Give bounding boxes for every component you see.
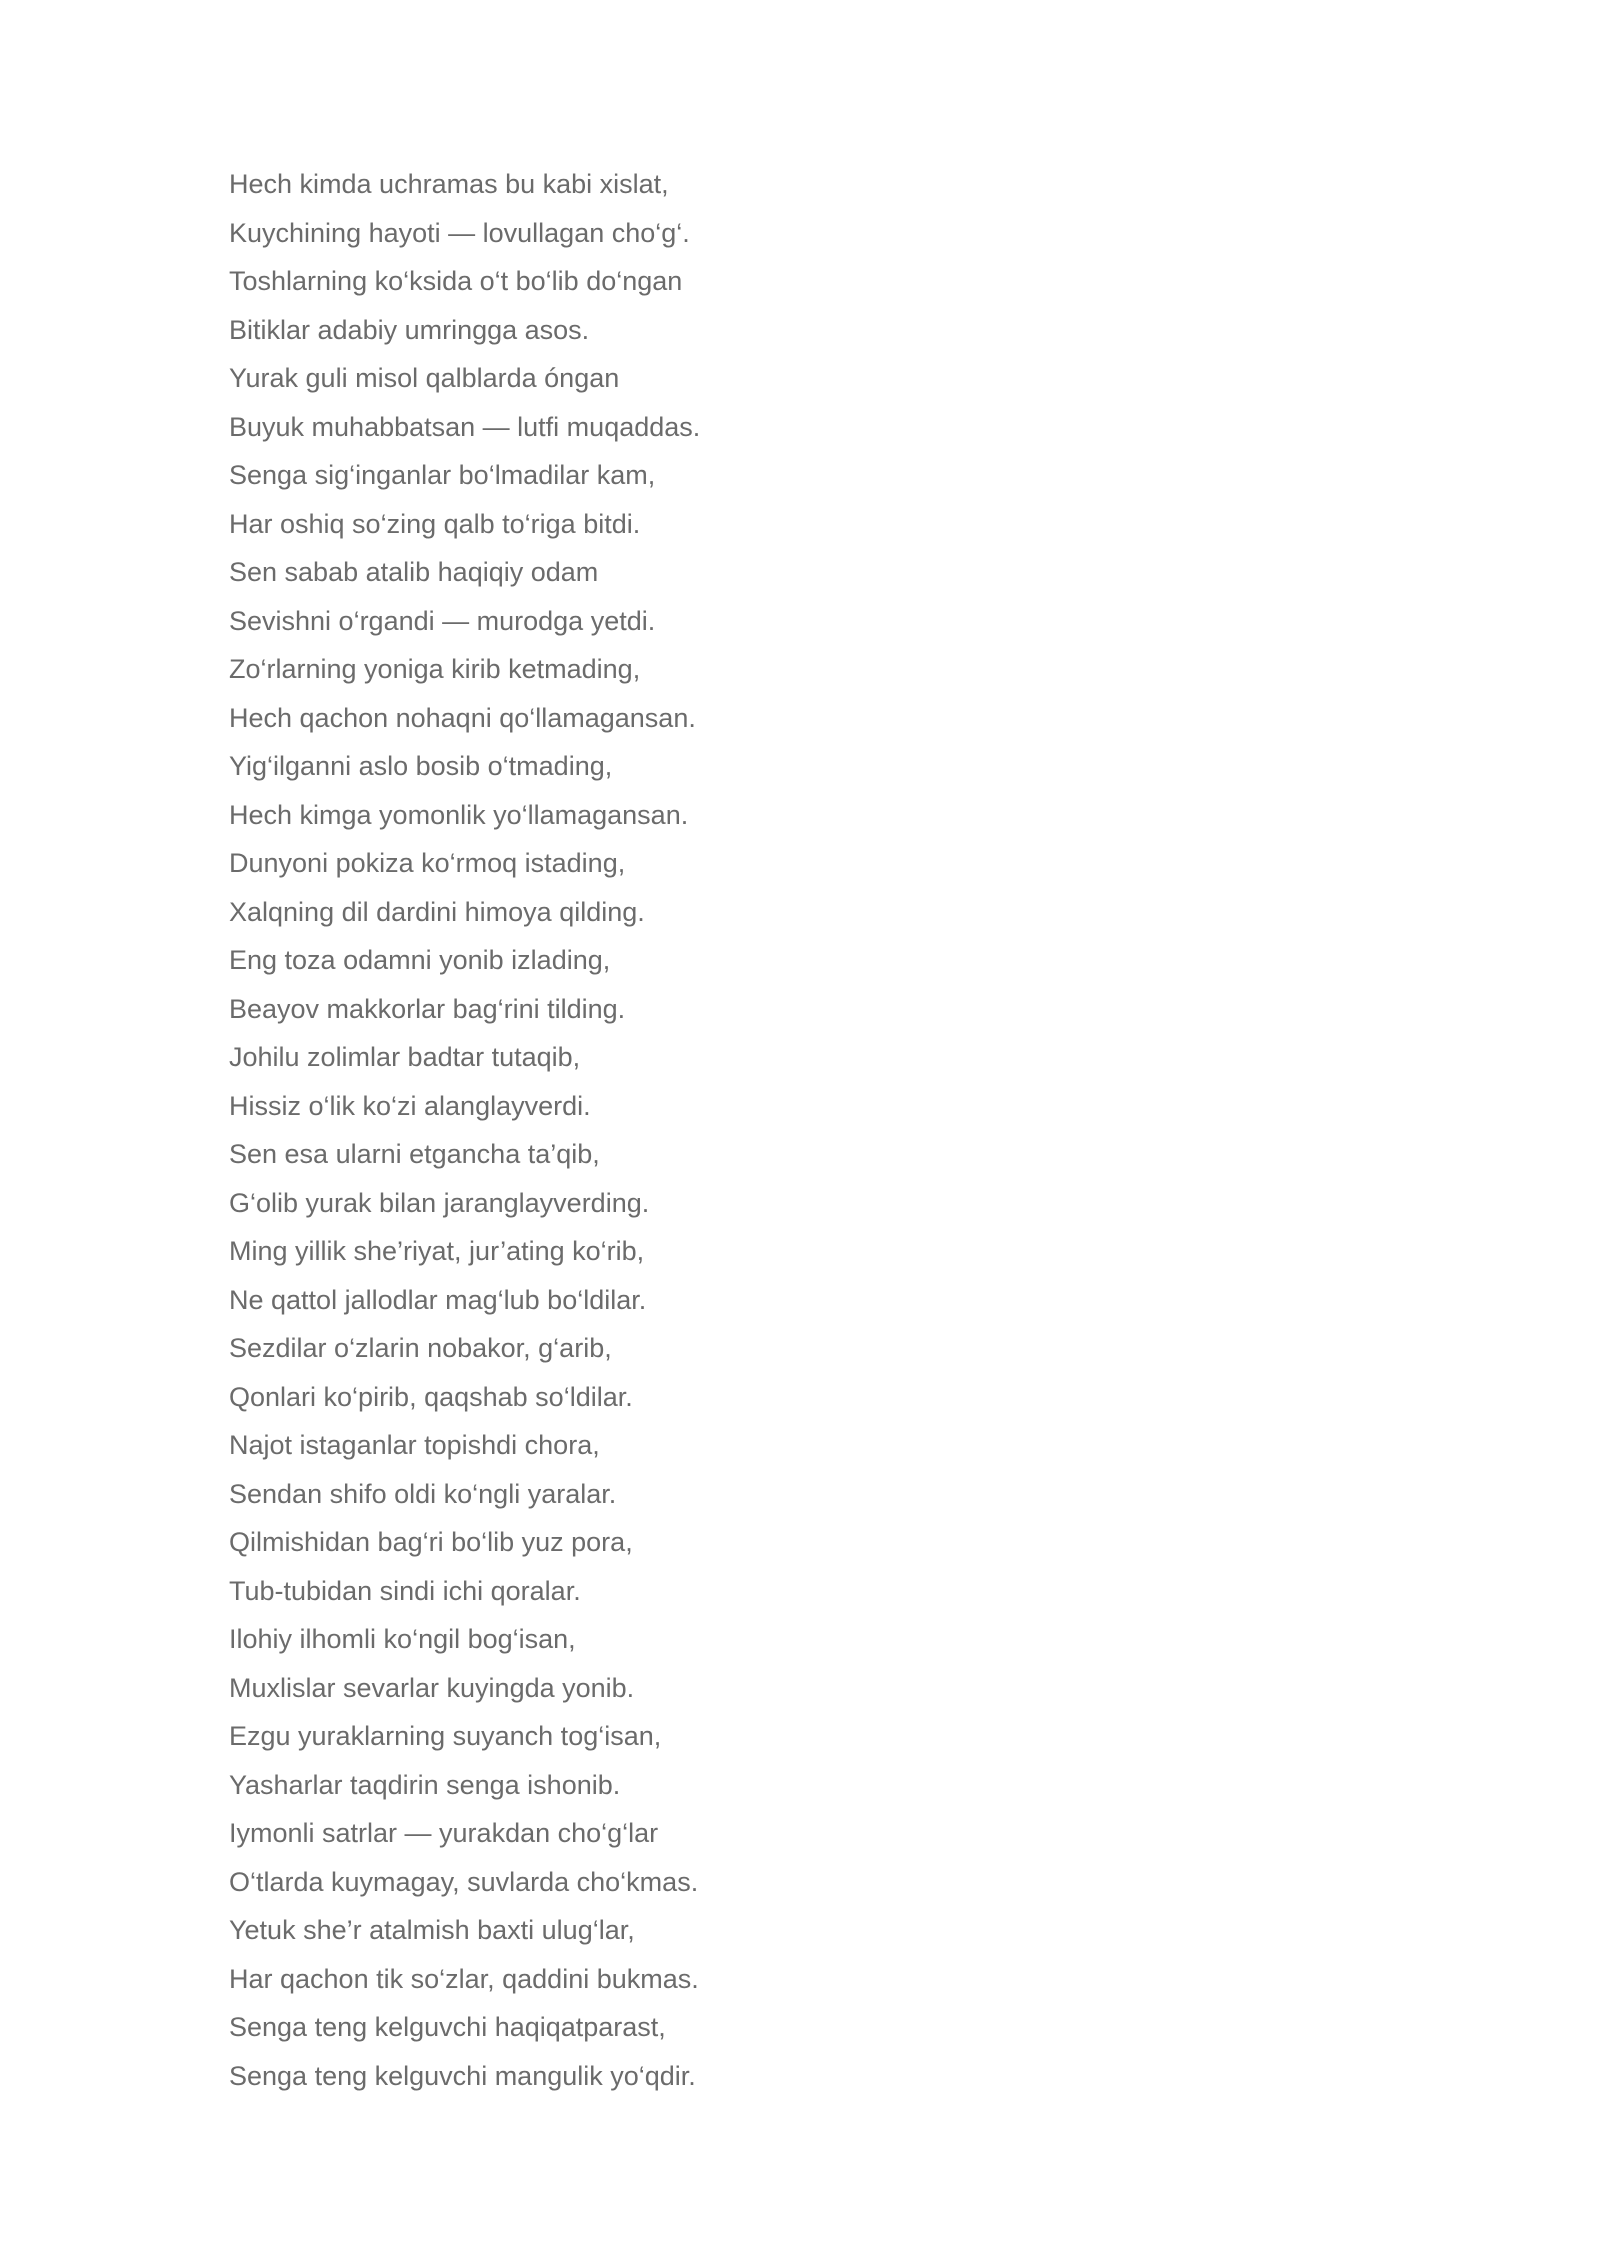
poem-line: Buyuk muhabbatsan — lutfi muqaddas. (229, 411, 701, 442)
poem-line: Sezdilar o‘zlarin nobakor, g‘arib, (229, 1333, 612, 1363)
poem-line: Dunyoni pokiza ko‘rmoq istading, (229, 848, 626, 878)
poem-line: Yig‘ilganni aslo bosib o‘tmading, (229, 751, 613, 781)
poem-line: Ezgu yuraklarning suyanch tog‘isan, (229, 1721, 662, 1751)
poem-line: Har oshiq so‘zing qalb to‘riga bitdi. (229, 508, 641, 539)
poem-line: Iymonli satrlar — yurakdan cho‘g‘lar (229, 1818, 659, 1848)
poem-line: Sendan shifo oldi ko‘ngli yaralar. (229, 1478, 617, 1509)
poem-line: Senga sig‘inganlar bo‘lmadilar kam, (229, 460, 656, 490)
poem-line: Muxlislar sevarlar kuyingda yonib. (229, 1672, 635, 1703)
poem-line: Yurak guli misol qalblarda óngan (229, 363, 620, 393)
poem-line: Hissiz o‘lik ko‘zi alanglayverdi. (229, 1090, 591, 1121)
poem-line: Senga teng kelguvchi haqiqatparast, (229, 2012, 666, 2042)
poem-line: Tub-tubidan sindi ichi qoralar. (229, 1575, 581, 1606)
poem-line: Yasharlar taqdirin senga ishonib. (229, 1769, 621, 1800)
poem-line: Sen esa ularni etgancha ta’qib, (229, 1139, 600, 1169)
poem-line: Qonlari ko‘pirib, qaqshab so‘ldilar. (229, 1381, 633, 1412)
poem-line: Yetuk she’r atalmish baxti ulug‘lar, (229, 1915, 635, 1945)
poem-line: Hech kimga yomonlik yo‘llamagansan. (229, 799, 689, 830)
poem-line: Sevishni o‘rgandi — murodga yetdi. (229, 605, 656, 636)
poem-line: Ne qattol jallodlar mag‘lub bo‘ldilar. (229, 1284, 647, 1315)
poem-line: Najot istaganlar topishdi chora, (229, 1430, 600, 1460)
poem-line: Ming yillik she’riyat, jur’ating ko‘rib, (229, 1236, 645, 1266)
poem-line: Xalqning dil dardini himoya qilding. (229, 896, 645, 927)
poem-line: Beayov makkorlar bag‘rini tilding. (229, 993, 626, 1024)
poem-text (229, 160, 700, 2100)
poem-line: O‘tlarda kuymagay, suvlarda cho‘kmas. (229, 1866, 699, 1897)
poem-line: Johilu zolimlar badtar tutaqib, (229, 1042, 581, 1072)
poem-line: Ilohiy ilhomli ko‘ngil bog‘isan, (229, 1624, 576, 1654)
poem-line: Har qachon tik so‘zlar, qaddini bukmas. (229, 1963, 699, 1994)
poem-line: Hech qachon nohaqni qo‘llamagansan. (229, 702, 696, 733)
poem-line: Bitiklar adabiy umringga asos. (229, 314, 590, 345)
poem-line: Senga teng kelguvchi mangulik yo‘qdir. (229, 2060, 696, 2091)
poem-line: Hech kimda uchramas bu kabi xislat, (229, 169, 669, 199)
poem-line: Eng toza odamni yonib izlading, (229, 945, 611, 975)
poem-line: Kuychining hayoti — lovullagan cho‘g‘. (229, 217, 690, 248)
poem-line: G‘olib yurak bilan jaranglayverding. (229, 1187, 650, 1218)
poem-line: Toshlarning ko‘ksida o‘t bo‘lib do‘ngan (229, 266, 683, 296)
poem-line: Sen sabab atalib haqiqiy odam (229, 557, 599, 587)
poem-line: Zo‘rlarning yoniga kirib ketmading, (229, 654, 641, 684)
poem-line: Qilmishidan bag‘ri bo‘lib yuz pora, (229, 1527, 633, 1557)
